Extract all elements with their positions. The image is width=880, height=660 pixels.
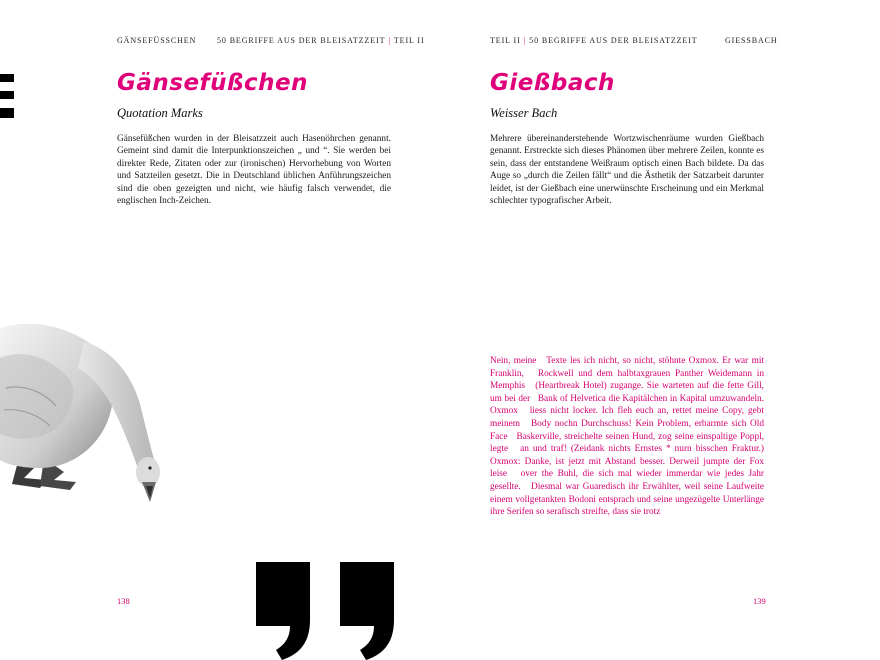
edge-mark-middle: [0, 91, 14, 99]
closing-quote-glyph: [252, 562, 402, 660]
running-head-separator: |: [388, 36, 391, 45]
body-text: Mehrere übereinanderstehende Wortzwischenräume wurden Gießbach genannt. Erstreckte sich dieses Phänomen über mehrere Zeilen, konnte es sein, dass der entstandene Weißraum optisch einen Bach bildete. Da das Auge so „durch die Zeilen fällt“ und die Ästhetik der Satzarbeit darunter leidet, ist der Gießbach eine unerwünschte Erscheinung und ein Merkmal schlechter typografischer Arbeit.: [490, 134, 764, 207]
running-head-term: GIESSBACH: [725, 36, 778, 45]
page-title: Gießbach: [490, 70, 615, 96]
goose-photo: [0, 318, 170, 518]
running-head-term: GÄNSEFÜSSCHEN: [117, 36, 197, 45]
page-subtitle: Weisser Bach: [490, 106, 558, 120]
right-page: [440, 0, 880, 660]
edge-mark-bottom: [0, 108, 14, 118]
page-number: 138: [117, 596, 130, 606]
running-head-book: 50 BEGRIFFE AUS DER BLEISATZZEIT: [529, 36, 698, 45]
edge-mark-top: [0, 74, 14, 82]
running-head-part-book: [490, 36, 698, 45]
running-head-part: TEIL II: [393, 36, 425, 45]
example-text-block: Nein, meine Texte les ich nicht, so nicht, stöhnte Oxmox. Er war mit Franklin, Rockwell und dem halbtaxgrauen Panther Weidemann in Memphis (Heartbreak Hotel) zugange. Sie warteten auf die fette Gill, um bei der Bank of Helvetica die Kapitälchen in Kapital umzuwandeln. Oxmox liess nicht locker. Ich fleh euch an, rettet meine Copy, gebt meinem Body nochn Durchschuss! Kein Problem, erbarmte sich Old Face Baskerville, streichelte seinen Hund, zog seine einspaltige Poppl, legte an und traf! (Zeidank nichts Ernstes * nurn bisschen Fraktur.) Oxmox: Danke, ist jetzt mit Abstand besser. Derweil jumpte der Fox leise over the Buhl, die sich mal wieder immerdar wie jedes Jahr gesellte. Diesmal war Guaredisch ihr Erwählter, weil seine Laufweite einem vollgetankten Bodoni entsprach und seine ungezügelte Unterlänge ihre Serifen so serafisch streifte, dass sie trotz: [490, 356, 771, 518]
page-subtitle: Quotation Marks: [117, 106, 203, 120]
edge-marks: [0, 74, 14, 118]
running-head-separator: |: [523, 36, 527, 45]
running-head-part: TEIL II: [490, 36, 521, 45]
page-title: Gänsefüßchen: [117, 70, 308, 96]
running-head-book: 50 BEGRIFFE AUS DER BLEISATZZEIT: [217, 36, 386, 45]
body-text: Gänsefüßchen wurden in der Bleisatzzeit auch Hasenöhrchen genannt. Gemeint sind damit die Interpunktionszeichen „ und “. Sie werden bei direkter Rede, Zitaten oder zur (ironischen) Hervorhebung von Worten und Satzteilen gesetzt. Die in Deutschland üblichen Anführungszeichen sind die oben gezeigten und nicht, wie häufig falsch verwendet, die englischen Inch-Zeichen.: [117, 134, 391, 207]
running-head-book-part: [217, 36, 425, 45]
page-number: 139: [753, 596, 766, 606]
